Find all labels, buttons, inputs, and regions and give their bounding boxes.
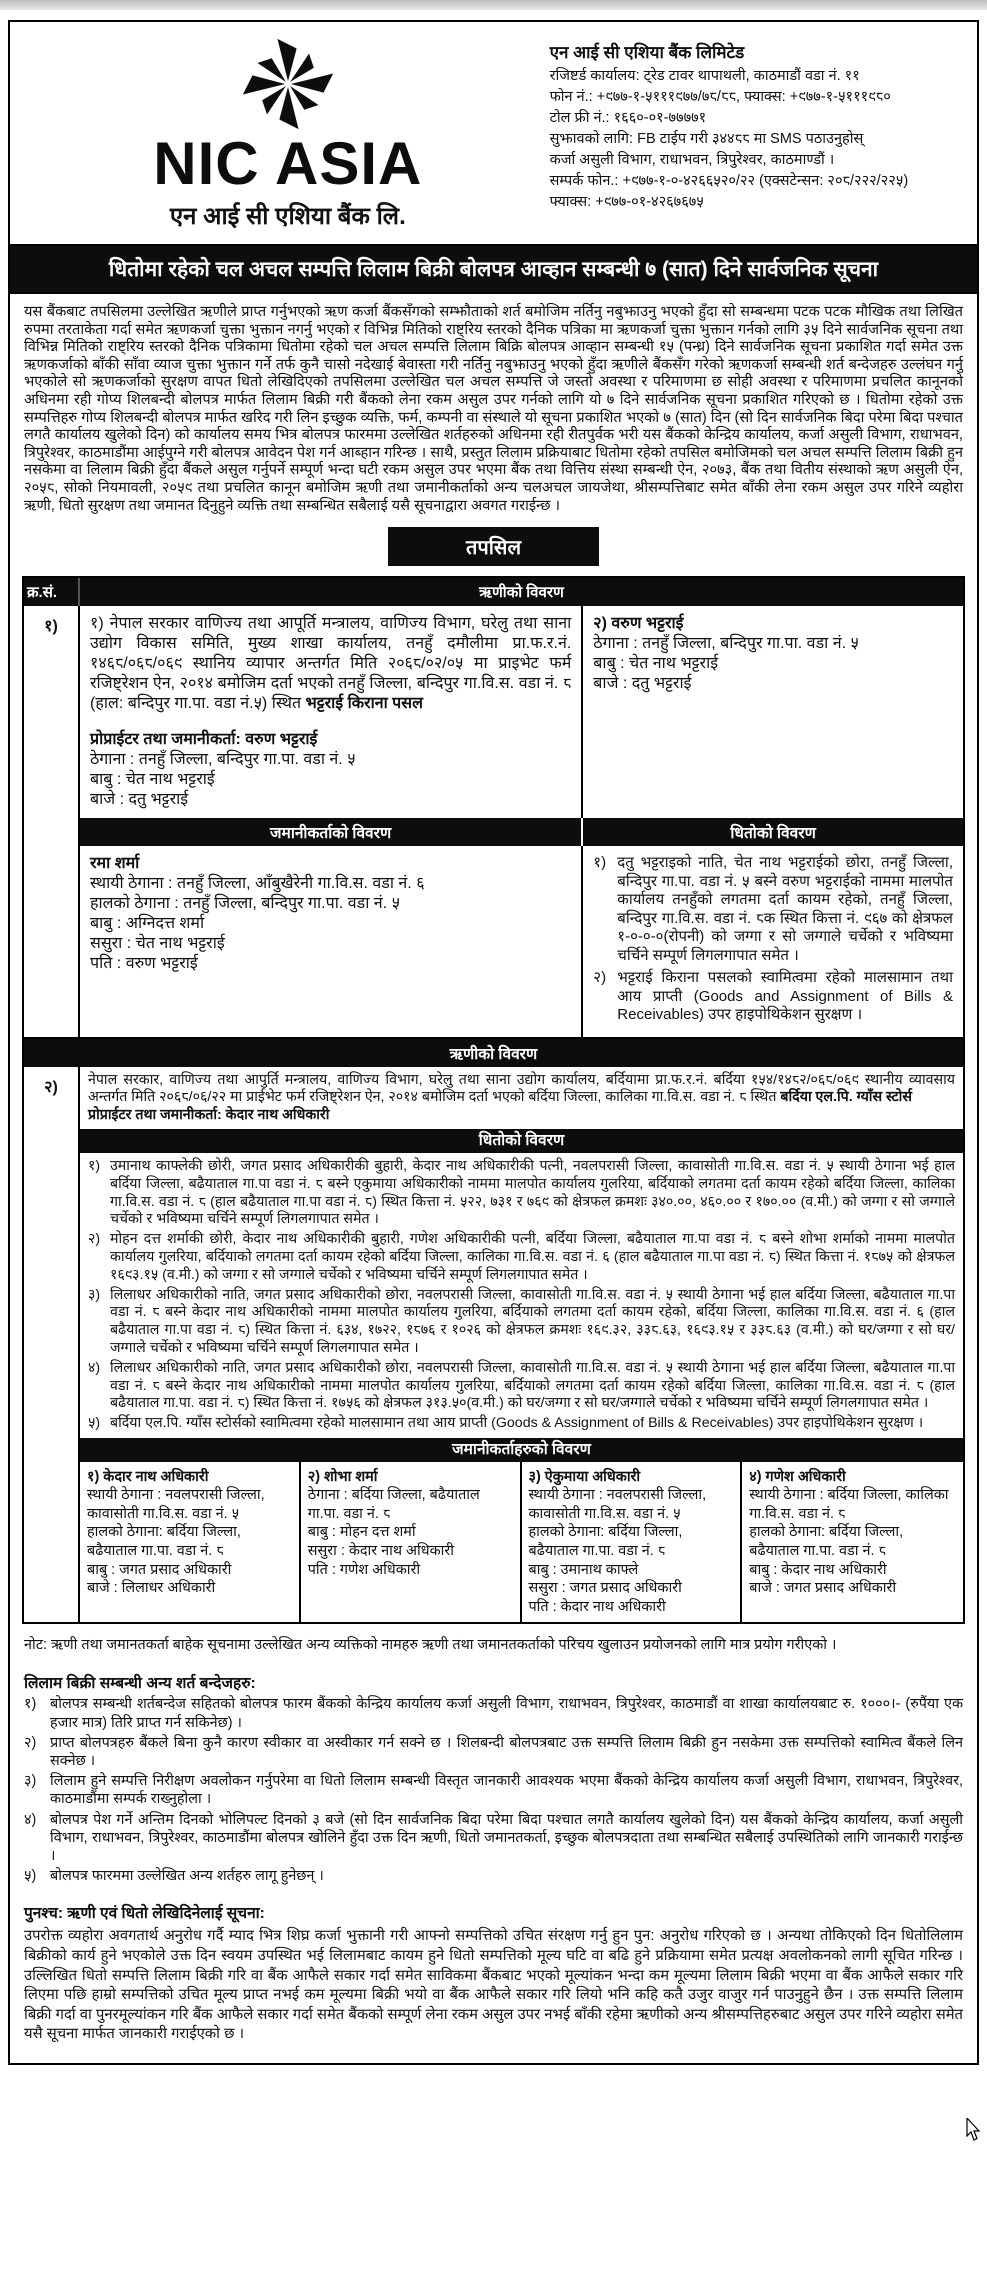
guarantor-line: बाबु : उमानाथ काफ्ले: [528, 1561, 639, 1578]
row2-firm-name: बर्दिया एल.पि. ग्याँस स्टोर्स: [780, 1089, 912, 1106]
phone-fax-line: फोन नं.: +९७७-१-५१११९७७/७८/८८, फ्याक्स: +९७७-१-५१११९८०: [549, 89, 891, 105]
row2-borrower-cell: [80, 1067, 963, 1130]
bank-header: [22, 22, 965, 242]
table-row-2: [24, 1067, 963, 1623]
term-number: ४): [24, 1811, 37, 1828]
guarantor-card-1: [80, 1462, 301, 1623]
row1-borrower-split: [80, 606, 963, 818]
guarantor-name: २) शोभा शर्मा: [307, 1468, 378, 1485]
postscript-heading: पुनश्च: ऋणी एवं धितो लेखिदिनेलाई सूचना:: [24, 1905, 265, 1923]
guarantor-name: १) केदार नाथ अधिकारी: [87, 1468, 209, 1485]
term-item: [24, 1772, 963, 1808]
collateral-item-number: १): [593, 854, 607, 872]
term-text: बोलपत्र सम्बन्धी शर्तबन्देज सहितको बोलपत्र फारम बैंकको केन्द्रिय कार्यालय कर्जा असुली विभाग, राधाभवन, त्रिपुरेश्वर, काठमाडौं वा शाखा कार्यालयबाट रु. १०००।- (रुपैंया एक हजार मात्र) तिरि प्राप्त गर्न सकिनेछ) ।: [50, 1696, 963, 1731]
row1-borrower-firm-cell: [80, 606, 583, 818]
collateral-item-number: १): [88, 1158, 101, 1174]
row1-firm-registration-text: १) नेपाल सरकार वाणिज्य तथा आपूर्ति मन्त्रालय, वाणिज्य विभाग, घरेलु तथा साना उद्योग विकास समिति, मुख्य शाखा कार्यालय, तनहुँ दमौलीमा प्रा.फ.र.नं. १४६८/०६८/०६९ स्थानिय व्यापार अन्तर्गत मिति २०६८/०२/०५ मा प्राइभेट फर्म रजिष्ट्रेशन ऐन, २०१४ बमोजिम दर्ता भएको तनहुँ जिल्ला, बन्दिपुर गा.वि.स. वडा नं. ८ (हाल: बन्दिपुर गा.पा. वडा नं.५) स्थित: [90, 615, 572, 713]
guarantor-line: पति : केदार नाथ अधिकारी: [528, 1598, 666, 1615]
fax-line: फ्याक्स: +९७७-०१-४२६७६७५: [549, 194, 704, 210]
guarantor-line: पति : गणेश अधिकारी: [307, 1561, 421, 1578]
collateral-item-number: ४): [88, 1359, 101, 1376]
guarantor-line: हालको ठेगाना: बर्दिया जिल्ला, बढैयाताल गा.पा. वडा नं. ८: [528, 1524, 683, 1559]
guarantor-line: स्थायी ठेगाना : बर्दिया जिल्ला, कालिका गा.वि.स. वडा नं. ८: [749, 1487, 949, 1522]
contact-phone-line: सम्पर्क फोन.: +९७७-१-०-४२६६५२०/२२ (एक्सटेन्सन: २०८/२२२/२२५): [549, 173, 909, 189]
row2-serial: २): [24, 1067, 80, 1623]
row2-collateral-item: [80, 1230, 963, 1285]
term-number: ३): [24, 1773, 37, 1790]
row1-guarantor-header: जमानीकर्ताको विवरण: [80, 818, 583, 846]
collateral-item-text: मोहन दत्त शर्माकी छोरी, केदार नाथ अधिकारीकी बुहारी, गणेश अधिकारीकी पत्नी, बर्दिया जिल्ला, बढैयाताल गा.पा वडा नं. ८ बस्ने शोभा शर्माको नाममा मालपोत कार्यालय गुलरिया, बर्दियाको लगतमा दर्ता कायम रहेको बर्दिया जिल्ला, कालिका गा.वि.स. वडा नं. ६ (हाल बढैयाताल गा.पा वडा नं. ८) स्थित कित्ता नं. १८७५ को क्षेत्रफल १६९३.१५ (व.मी.) को जग्गा र सो जग्गाले चर्चेको र भविष्यमा चर्चिने सम्पूर्ण लिगलगापात समेत ।: [110, 1231, 955, 1283]
guarantor-line: स्थायी ठेगाना : नवलपरासी जिल्ला, कावासोती गा.वि.स. वडा नं. ५: [87, 1487, 265, 1522]
term-item: [24, 1811, 963, 1866]
row2-collateral-item: [80, 1414, 963, 1434]
sms-feedback-line: सुझावको लागि: FB टाईप गरी ३४४८८ मा SMS पठाउनुहोस्: [549, 131, 864, 147]
table-row-1: [24, 606, 963, 1037]
row2-guarantors-header: जमानीकर्ताहरुको विवरण: [80, 1438, 963, 1462]
row1-guarantor-name: रमा शर्मा: [90, 855, 140, 873]
term-text: बोलपत्र फारममा उल्लेखित अन्य शर्तहरु लागू हुनेछन् ।: [50, 1868, 324, 1885]
row2-borrower-header: ऋणीको विवरण: [24, 1037, 963, 1067]
guarantor-card-4: [742, 1462, 963, 1623]
row1-proprietor-grandfather: बाजे : दतु भट्टराई: [90, 791, 189, 809]
row1-proprietor-address: ठेगाना : तनहुँ जिल्ला, बन्दिपुर गा.पा. वडा नं. ५: [90, 751, 356, 769]
row1-borrower2-name: २) वरुण भट्टराई: [593, 615, 684, 633]
row1-collateral-item: [593, 969, 953, 1025]
collateral-item-number: २): [88, 1231, 101, 1248]
tapasil-section: [22, 527, 965, 566]
collateral-item-number: ५): [88, 1415, 101, 1432]
row2-guarantors-grid: [80, 1462, 963, 1623]
row2-firm-registration-text: नेपाल सरकार, वाणिज्य तथा आपुर्ति मन्त्रालय, वाणिज्य विभाग, घरेलु तथा साना उद्योग कार्यालय, बर्दियामा प्रा.फ.र.नं. बर्दिया १५४/१४८२/०६८/०६९ स्थानीय व्यावसाय अन्तर्गत मिति २०६८/०६/२२ मा प्राईभेट फर्म रजिष्ट्रेशन ऐन, २०१४ बमोजिम दर्ता भएको बर्दिया जिल्ला, कालिका गा.वि.स. वडा नं. ८ स्थित: [88, 1071, 955, 1106]
term-item: [24, 1695, 963, 1731]
postscript-paragraph: उपरोक्त व्यहोरा अवगतार्थ अनुरोध गर्दै म्याद भित्र शिघ्र कर्जा भुक्तानी गरी आफ्नो सम्पत्तिको उचित संरक्षण गर्नु हुन पुन: अनुरोध गरिएको छ । अन्यथा तोकिएको दिन धितोलिलाम बिक्रीको कार्य हुने भएकोले उक्त दिन स्वयम उपस्थित भई लिलामबाट कायम हुने धितो सम्पत्तिको मूल्य घटि वा बढि हुने प्रक्रियामा समेत प्रत्यक्ष अवलोकनको लागी सूचित गरिन्छ । उल्लिखित धितो सम्पत्ति लिलाम बिक्री गरि वा बैंक आफैले सकार गर्दा समेत साविकमा बैंकबाट भएको मूल्यांकन भन्दा कम मूल्यमा लिलाम बिक्री भएमा वा बैंक आफैले सकार गरि लिएमा पछि हाम्रो सम्पत्तिको उचित मूल्य प्राप्त नभई कम मूल्यमा बिक्री भयो वा बैंक आफैले सकार गरि लियो भनि कहि कतै उजुर वाजुर गर्न पाउनुहुने छैन । उक्त सम्पत्ति लिलाम बिक्री गर्दा वा पुनरमूल्यांकन गरि बैंक आफैले सकार गर्दा समेत बैंकको सम्पूर्ण लेना रकम असुल उपर नभई बाँकी रहेमा ऋणीको अन्य श्रीसम्पत्तिहरुबाट असुल उपर गरिने व्यहोरा समेत यसै सूचना मार्फत जानकारी गराईएको छ ।: [24, 1928, 963, 2043]
row2-proprietor-heading: प्रोप्राईटर तथा जमानीकर्ता: केदार नाथ अधिकारी: [88, 1106, 330, 1123]
term-number: ५): [24, 1868, 37, 1885]
bank-name: एन आई सी एशिया बैंक लिमिटेड: [549, 43, 745, 62]
row1-serial: १): [24, 606, 80, 1037]
row1-borrower2-grandfather: बाजे : दतु भट्टराई: [593, 675, 692, 693]
row1-collateral-cell: [583, 846, 963, 1037]
collateral-item-text: दतु भट्टराइको नाति, चेत नाथ भट्टराईको छोरा, तनहुँ जिल्ला, बन्दिपुर गा.पा. वडा नं. ५ बस्ने वरुण भट्टराईको नाममा मालपोत कार्यालय तनहुँको लगतमा दर्ता कायम रहेको, तनहुँ जिल्ला, बन्दिपुर गा.वि.स. वडा नं. ८क स्थित कित्ता नं. ९६७ को क्षेत्रफल १-०-०-०(रोपनी) को जग्गा र सो जग्गाले चर्चेको र भविष्यमा चर्चिने सम्पूर्ण लिगलगापात समेत ।: [617, 854, 953, 964]
term-text: लिलाम हुने सम्पत्ति निरीक्षण अवलोकन गर्नुपरेमा वा धितो लिलाम सम्बन्धी विस्तृत जानकारी आवश्यक भएमा बैंकको केन्द्रिय कार्यालय कर्जा असुली विभाग, राधाभवन, त्रिपुरेश्वर, काठमाडौंमा सम्पर्क राख्नुहोला ।: [50, 1773, 963, 1808]
row1-guarantor-husband: पति : वरुण भट्टराई: [90, 955, 198, 973]
row2-content: [80, 1067, 963, 1623]
guarantor-card-2: [301, 1462, 522, 1623]
bank-logo-subtitle: एन आई सी एशिया बैंक लि.: [169, 203, 406, 230]
table-header-row: [24, 578, 963, 606]
guarantor-line: स्थायी ठेगाना : नवलपरासी जिल्ला, कावासोती गा.वि.स. वडा नं. ५: [528, 1487, 707, 1522]
guarantor-line: हालको ठेगाना: बर्दिया जिल्ला, बढैयाताल गा.पा. वडा नं. ८: [87, 1524, 241, 1559]
term-number: १): [24, 1696, 37, 1713]
row1-borrower2-father: बाबु : चेत नाथ भट्टराई: [593, 655, 719, 673]
row1-guarantor-current-address: हालको ठेगाना : तनहुँ जिल्ला, बन्दिपुर गा.पा. वडा नं. ५: [90, 895, 400, 913]
borrower-column-header: ऋणीको विवरण: [479, 584, 564, 602]
notice-intro-paragraph: यस बैंकबाट तपसिलमा उल्लेखित ऋणीले प्राप्त गर्नुभएको ऋण कर्जा बैंकसँगको सम्झौताको शर्त बमोजिम नर्तिनु नबुझाउनु भएको हुँदा सो सम्बन्धमा पटक पटक मौखिक तथा लिखित रुपमा तरताकेता गर्दा समेत ऋणकर्जा चुक्ता भुक्तान नगर्नु भएको र विभिन्न मितिको राष्ट्रिय स्तरको दैनिक पत्रिका मा ऋणकर्जा चुक्ता भुक्तान गर्नको लागि ३५ दिने सार्वजनिक सूचना तथा विभिन्न मितिको राष्ट्रिय स्तरको दैनिक पत्रिकामा धितोमा रहेको चल अचल सम्पत्ति लिलाम बिक्रि बोलपत्र आव्हान सम्बन्धी १५ (पन्ध्र) दिने सार्वजनिक सूचना प्रकाशित गर्दा समेत उक्त ऋणकर्जाको बाँकी साँवा व्याज चुक्ता भुक्तान गर्ने तर्फ कुनै चासो नदेखाई बेवास्ता गरी नर्तिनु नबुझाउनु भएको हुँदा ऋणीले बैंकसँग गरेको ऋणकर्जा सम्बन्धी शर्त बन्देजहरु उल्लंघन गर्नु भएकोले सो ऋणकर्जाको सुरक्षण वापत धितो लेखिदिएको तपसिलमा उल्लेखित चल अचल सम्पत्ति जे जस्तो अवस्था र परिमाणमा छ सोही अवस्था र परिमाणमा प्रचलित कानूनको अधिनमा रही गोप्य शिलबन्दी बोलपत्र मार्फत लिलाम बिक्री गरी बैंकको लेना रकम असुल उपर गर्नको लागि यो ७ दिने सार्वजनिक सूचना प्रकाशित गरिएको छ । धितोमा रहेको उक्त सम्पत्तिहरु गोप्य शिलबन्दी बोलपत्र मार्फत खरिद गरी लिन इच्छुक व्यक्ति, फर्म, कम्पनी वा संस्थाले यो सूचना प्रकाशित भएको ७ (सात) दिन (सो दिन सार्वजनिक बिदा परेमा बिदा पश्चात लगतै कार्यालय खुलेको दिन) को कार्यालय समय भित्र बोलपत्र फारममा उल्लेखित शर्तहरुको अधिनमा रही रीतपुर्वक भरी यस बैंकको केन्द्रिय कार्यालय, कर्जा असुली विभाग, राधाभवन, त्रिपुरेश्वर, काठमाडौंमा आईपुग्ने गरी बोलपत्र आवेदन पेश गर्न आब्हान गरिन्छ । साथै, प्रस्तुत लिलाम प्रक्रियाबाट धितोमा रहेको तपसिल बमोजिमको चल अचल सम्पत्ति लिलाम बिक्री हुन नसकेमा वा लिलाम बिक्री हुँदा बैंकले असुल गर्नुपर्ने सम्पूर्ण भन्दा घटी रकम असुल उपर भएमा बैंक तथा वित्तिय संस्था सम्बन्धी ऐन, २०७३, बैंक तथा वितीय संस्थाको ऋण असुली ऐन, २०५८, सोको नियमावली, २०५९ तथा प्रचलित कानून बमोजिम ऋणी तथा जमानीकर्ताको अन्य चलअचल जायजेथा, श्रीसम्पत्तिबाट समेत बाँकी लेना रकम असुल उपर गरिने व्यहोरा ऋणी, धितो सुरक्षण तथा जमानत दिनुहुने व्यक्ति तथा सम्बन्धित सबैलाई यसै सूचनाद्वारा अवगत गराईन्छ ।: [24, 304, 963, 514]
row2-collateral-item: [80, 1359, 963, 1414]
nic-asia-star-icon: [240, 36, 336, 132]
tapasil-heading: तपसिल: [388, 527, 599, 566]
term-item: [24, 1867, 963, 1885]
row1-guarantor-father: बाबु : अग्निदत्त शर्मा: [90, 915, 205, 933]
row1-content: [80, 606, 963, 1037]
collateral-table: [22, 576, 965, 1624]
bank-logo: [26, 36, 550, 232]
mouse-cursor-icon: [965, 2118, 981, 2142]
auction-terms-section: [22, 1671, 965, 1885]
collateral-item-text: लिलाधर अधिकारीको नाति, जगत प्रसाद अधिकारीको छोरा, नवलपरासी जिल्ला, कावासोती गा.वि.स. वडा नं. ५ स्थायी ठेगाना भई हाल बर्दिया जिल्ला, बढैयाताल गा.पा वडा नं. ८ बस्ने केदार नाथ अधिकारीको नाममा मालपोत कार्यालय गुलरिया, बर्दियाको लगतमा दर्ता कायम रहेको, बर्दिया जिल्ला, कालिका गा.वि.स. वडा नं. ६ (हाल बढैयाताल गा.पा वडा नं. ८) स्थित कित्ता नं. ६३४, १७२२, १८७६ र १०२६ को क्षेत्रफल क्रमशः १६९.३२, ३३८.६३, १६९३.१५ र ३३८.६३ (व.मी.) को घर/जग्गा र सो घर/जग्गाले चर्चेको र भविष्यमा चर्चिने सम्पूर्ण लिगलगापात समेत ।: [110, 1286, 955, 1356]
row1-proprietor-block: [90, 730, 571, 810]
terms-heading: लिलाम बिक्री सम्बन्धी अन्य शर्त बन्देजहरु:: [24, 1675, 256, 1693]
collateral-item-text: उमानाथ काफ्लेकी छोरी, जगत प्रसाद अधिकारीकी बुहारी, केदार नाथ अधिकारीकी पत्नी, नवलपरासी जिल्ला, कावासोती गा.वि.स. वडा नं. ५ स्थायी ठेगाना भई हाल बर्दिया जिल्ला, बढैयाताल गा.पा वडा नं. ८ बस्ने एकुमाया अधिकारीको नाममा मालपोत कार्यालय गुलरिया, बर्दियाको लगतमा दर्ता कायम रहेको बर्दिया जिल्ला, कालिका गा.वि.स. वडा नं. ८ (हाल बढैयाताल गा.पा वडा नं. ८) स्थित कित्ता नं. ५२२, ७३१ र ७६९ को क्षेत्रफल क्रमशः ३४०.००, ४६०.०० र १७०.०० (व.मी.) को जग्गा र सो जग्गाले चर्चेको र भविष्यमा चर्चिने सम्पूर्ण लिगलगापात समेत ।: [110, 1158, 955, 1228]
term-text: बोलपत्र पेश गर्ने अन्तिम दिनको भोलिपल्ट दिनको ३ बजे (सो दिन सार्वजनिक बिदा परेमा बिदा पश्चात लगतै कार्यालय खुलेको दिन) यस बैंकको केन्द्रिय कार्यालय, कर्जा असुली विभाग, राधाभवन, त्रिपुरेश्वर, काठमाडौंमा बोलपत्र खोलिने हुँदा उक्त दिन ऋणी, धितो जमानतकर्ता, इच्छुक बोलपत्रदाता तथा सम्बन्धित सबैलाई उपस्थितिको लागि जानकारी गराईन्छ ।: [50, 1811, 963, 1864]
bank-contact-info: [550, 36, 961, 232]
guarantor-line: बाबु : मोहन दत्त शर्मा: [307, 1524, 416, 1541]
row1-borrower2-address: ठेगाना : तनहुँ जिल्ला, बन्दिपुर गा.पा. वडा नं. ५: [593, 635, 859, 653]
row2-collateral-item: [80, 1157, 963, 1230]
row1-collateral-header: धितोको विवरण: [583, 818, 963, 846]
guarantor-line: बाबु : केदार नाथ अधिकारी: [749, 1561, 887, 1578]
row1-borrower-firm-paragraph: [90, 614, 571, 714]
row1-detail-split: [80, 846, 963, 1037]
collateral-item-text: भट्टराई किराना पसलको स्वामित्वमा रहेको मालसामान तथा आय प्राप्ती (Goods and Assignment of Bills & Receivables) उपर हाइपोथिकेशन सुरक्षण ।: [617, 969, 953, 1024]
guarantor-name: ४) गणेश अधिकारी: [749, 1468, 846, 1485]
row1-collateral-item: [593, 854, 953, 965]
row1-borrower2-cell: [583, 606, 963, 818]
row2-collateral-list: [80, 1153, 963, 1438]
postscript-section: [22, 1901, 965, 2045]
guarantor-line: ठेगाना : बर्दिया जिल्ला, बढैयाताल गा.पा. वडा नं. ८: [307, 1487, 480, 1522]
notice-title-banner: धितोमा रहेको चल अचल सम्पत्ति लिलाम बिक्री बोलपत्र आव्हान सम्बन्धी ७ (सात) दिने सार्वजनिक सूचना: [10, 244, 977, 294]
toll-free-line: टोल फ्री नं.: १६६०-०१-७७७७१: [549, 110, 707, 126]
guarantor-line: हालको ठेगाना: बर्दिया जिल्ला, बढैयाताल गा.पा. वडा नं. ८: [749, 1524, 904, 1559]
document-border-box: [8, 20, 979, 2065]
row1-proprietor-father: बाबु : चेत नाथ भट्टराई: [90, 771, 215, 789]
row2-collateral-header: धितोको विवरण: [80, 1129, 963, 1153]
guarantor-line: ससुरा : केदार नाथ अधिकारी: [307, 1542, 454, 1559]
term-text: प्राप्त बोलपत्रहरु बैंकले बिना कुनै कारण स्वीकार वा अस्वीकार गर्न सक्ने छ । शिलबन्दी बोलपत्रबाट उक्त सम्पत्ति लिलाम बिक्री हुन नसकेमा उक्त सम्पत्तिको स्वामित्व बैंकले लिन सक्नेछ ।: [50, 1734, 963, 1769]
bank-logo-text: NIC ASIA: [153, 130, 423, 197]
serial-column-header: क्र.सं.: [24, 578, 80, 606]
collateral-item-number: २): [593, 969, 607, 987]
row2-collateral-item: [80, 1286, 963, 1359]
guarantor-line: बाबु : जगत प्रसाद अधिकारी: [87, 1561, 232, 1578]
recovery-dept-line: कर्जा असुली विभाग, राधाभवन, त्रिपुरेश्वर, काठमाण्डौं ।: [549, 152, 835, 168]
guarantor-line: बाजे : जगत प्रसाद अधिकारी: [749, 1580, 897, 1597]
scan-top-strip: [0, 0, 987, 10]
row1-guarantor-cell: [80, 846, 583, 1037]
row1-firm-name: भट्टराई किराना पसल: [305, 695, 423, 713]
registered-office-line: रजिष्टर्ड कार्यालय: ट्रेड टावर थापाथली, काठमाडौं वडा नं. ११: [549, 68, 860, 84]
guarantor-card-3: [522, 1462, 743, 1623]
guarantor-name: ३) ऐकुमाया अधिकारी: [528, 1468, 641, 1485]
row1-subheaders: [80, 818, 963, 846]
note-paragraph: नोट: ऋणी तथा जमानतकर्ता बाहेक सूचनामा उल्लेखित अन्य व्यक्तिको नामहरु ऋणी तथा जमानतकर्ताको परिचय खुलाउन प्रयोजनको लागि मात्र प्रयोग गरीएको ।: [24, 1637, 837, 1654]
guarantor-line: ससुरा : जगत प्रसाद अधिकारी: [528, 1580, 682, 1597]
row1-guarantor-permanent-address: स्थायी ठेगाना : तनहुँ जिल्ला, आँबुखैरेनी गा.वि.स. वडा नं. ६: [90, 875, 425, 893]
row1-guarantor-father-in-law: ससुरा : चेत नाथ भट्टराई: [90, 935, 225, 953]
guarantor-line: बाजे : लिलाधर अधिकारी: [87, 1580, 216, 1597]
term-number: २): [24, 1734, 37, 1751]
collateral-item-number: ३): [88, 1286, 101, 1303]
row1-proprietor-heading: प्रोप्राईटर तथा जमानीकर्ता: वरुण भट्टराई: [90, 731, 318, 749]
collateral-item-text: बर्दिया एल.पि. ग्याँस स्टोर्सको स्वामित्वमा रहेको मालसामान तथा आय प्राप्ती (Goods & Assignment of Bills & Receivables) उपर हाइपोथिकेशन सुरक्षण ।: [110, 1415, 924, 1432]
term-item: [24, 1734, 963, 1770]
collateral-item-text: लिलाधर अधिकारीको नाति, जगत प्रसाद अधिकारीको छोरा, नवलपरासी जिल्ला, कावासोती गा.वि.स. वडा नं. ५ स्थायी ठेगाना भई हाल बर्दिया जिल्ला, बढैयाताल गा.पा वडा नं. ८ बस्ने केदार नाथ अधिकारीको नाममा मालपोत कार्यालय गुलरिया, बर्दियाको लगतमा दर्ता कायम रहेको बर्दिया जिल्ला, कालिका गा.वि.स. वडा नं. ८ (हाल बढैयाताल गा.पा. वडा नं. ८) स्थित कित्ता नं. १७५६ को क्षेत्रफल ३१३.५०(व.मी.) को घर/जग्गा र सो घर/जग्गाले चर्चेको र भविष्यमा चर्चिने सम्पूर्ण लिगलगापात समेत ।: [110, 1359, 955, 1412]
